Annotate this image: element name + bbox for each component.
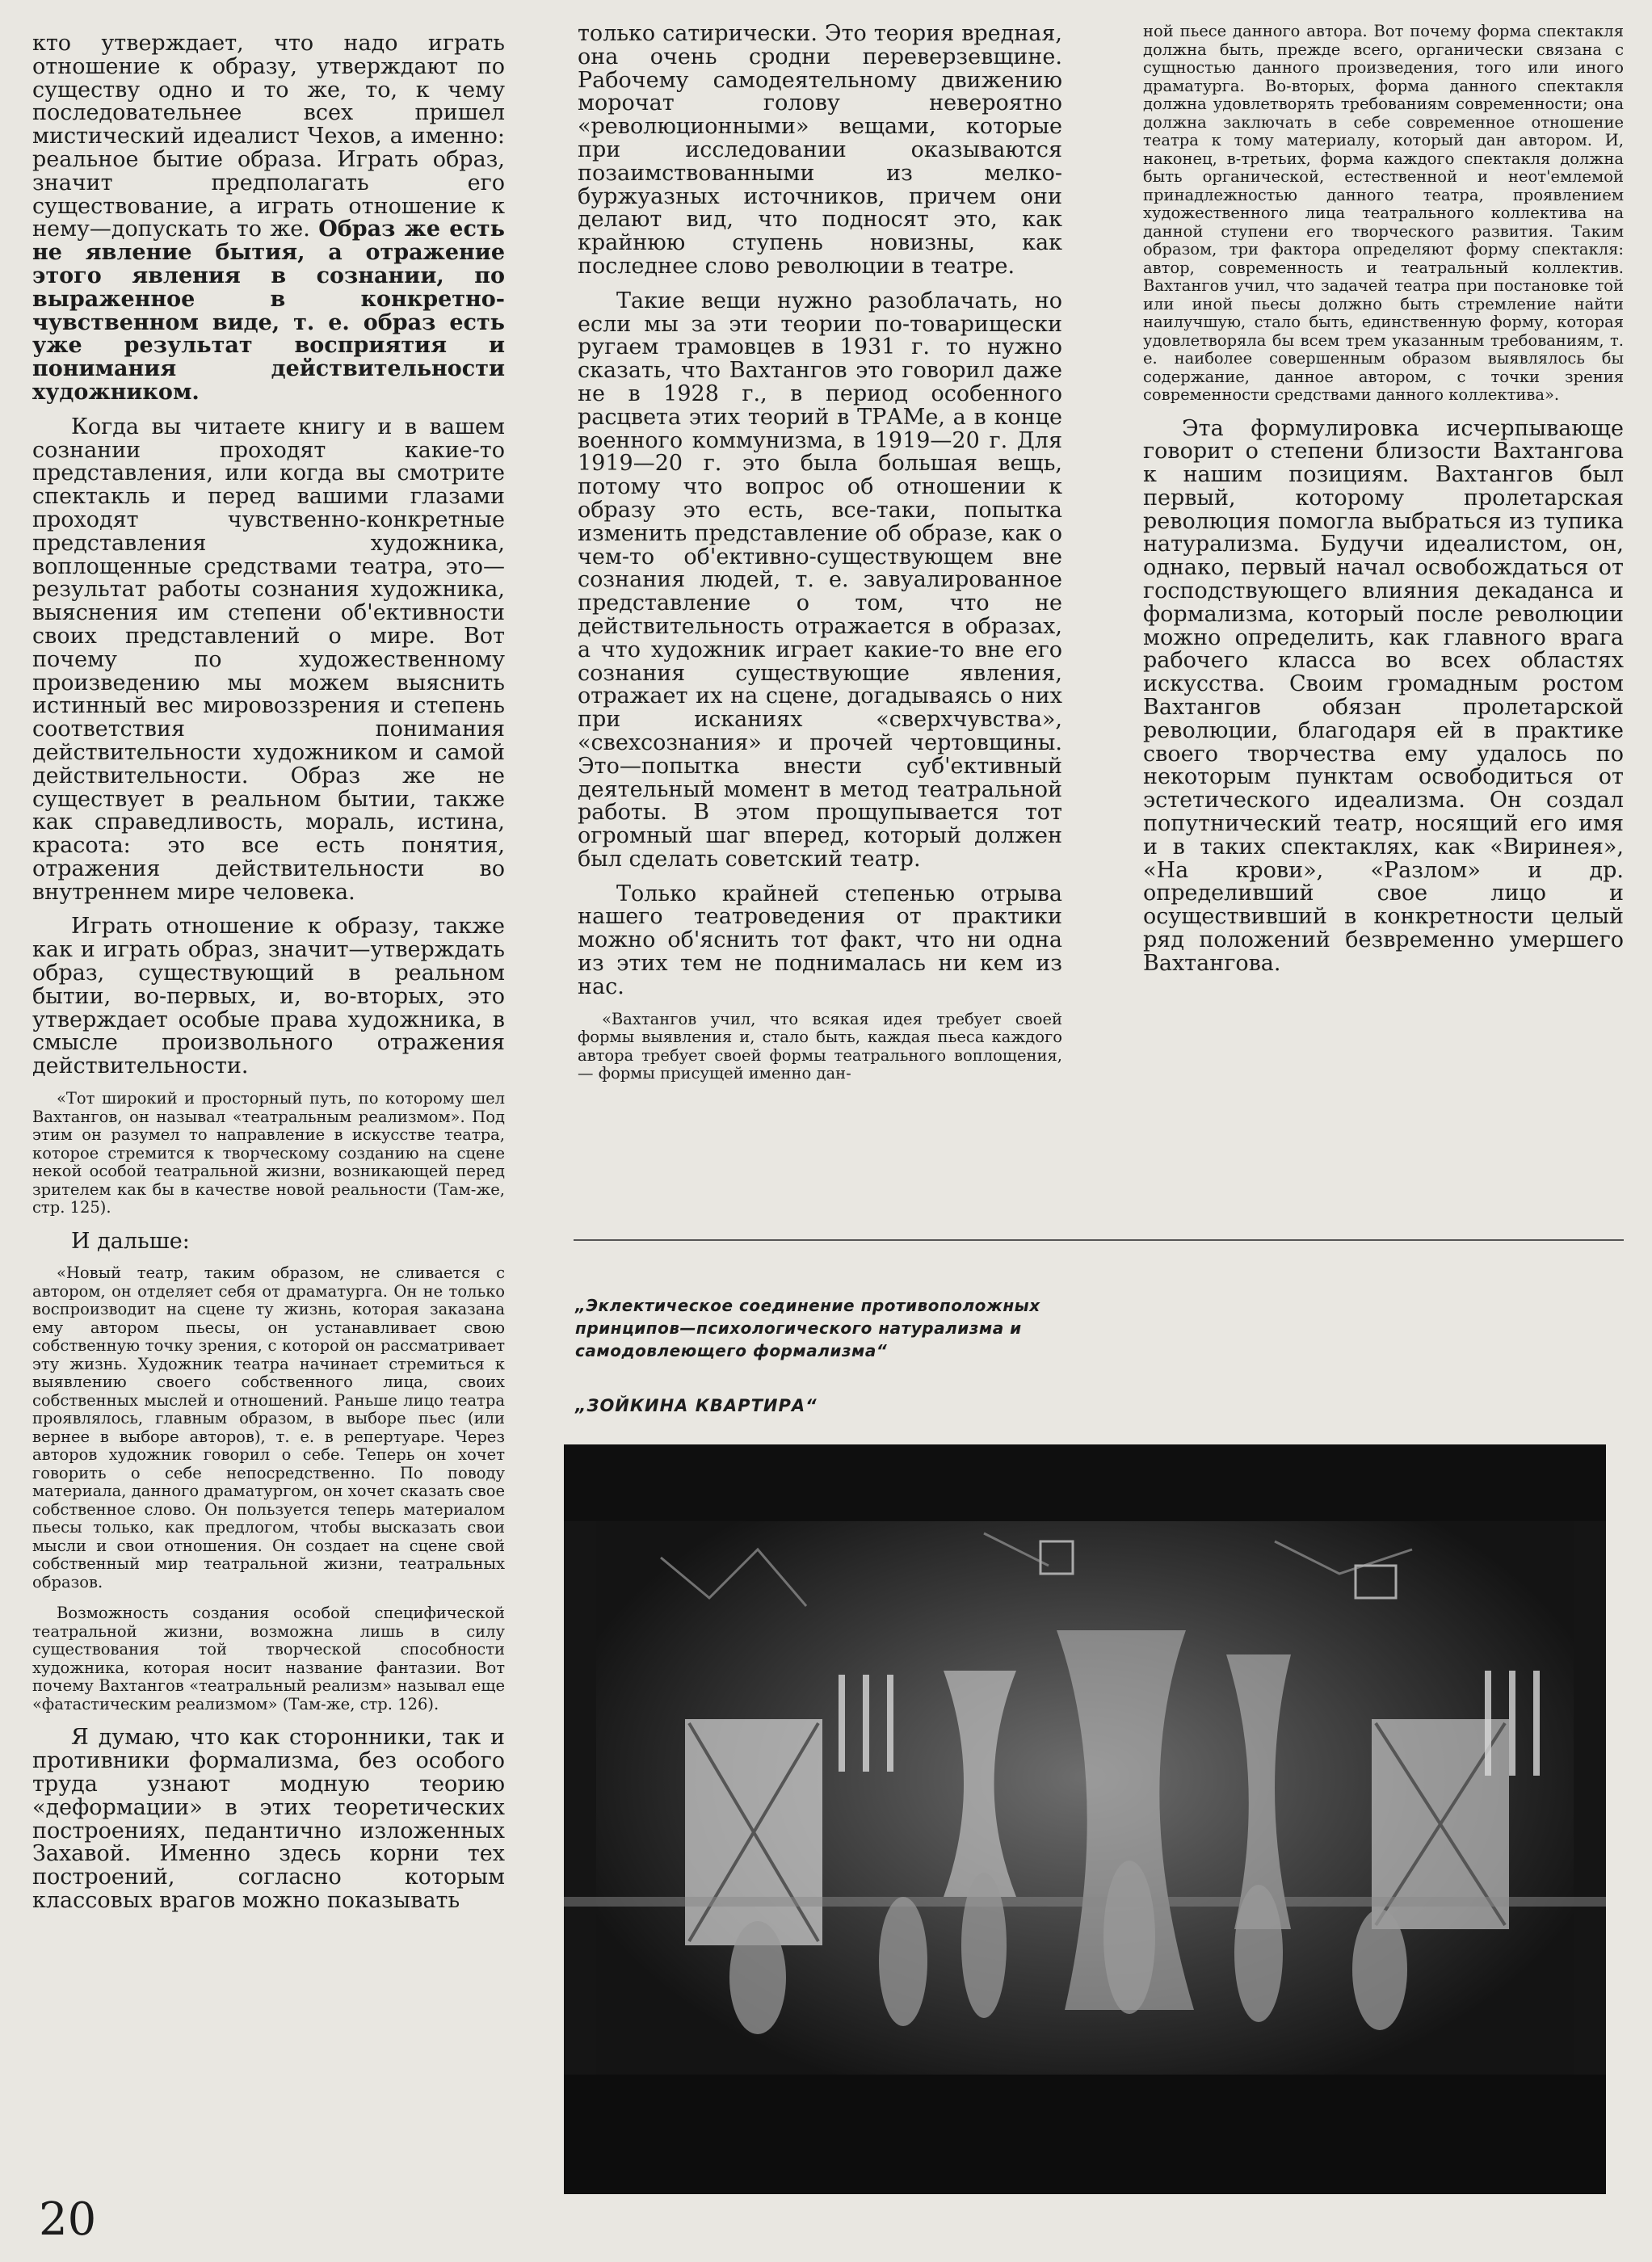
col2-paragraph-2: Такие вещи нужно разоблачать, но если мы за эти теории по-товарищески ругаем трамовцев в 1931 г. то нужно сказать, что Вахтангов это говорил даже не в 1928 г., в период особенного расцвета этих теорий в ТРАМе, а в конце военного коммунизма, в 1919—20 г. Для 1919—20 г. это была большая вещь, потому что вопрос об отношении к образу это есть, все-таки, попытка изменить представление об образе, как о чем-то об'ективно-существующем вне сознания людей, т. е. завуалированное представление о том, что не действительность отражается в образах, а что художник играет какие-то вне его сознания существующие явления, отражает их на сцене, догадываясь о них при исканиях «сверхчувства», «свехсознания» и прочей чертовщины. Это—попытка внести суб'ективный деятельный момент в метод театральной работы. В этом прощупывается тот огромный шаг вперед, который должен был сделать советский театр. xyxy=(578,288,1062,872)
col1-paragraph-1-text: кто утверждает, что надо играть отношение к образу, утверждают по существу одно и то же, то, к чему последовательнее всех пришел мистический идеалист Чехов, а именно: реальное бытие образа. Играть образ, значит предполагать его существование, а играть отношение к нему—допускать то же. xyxy=(32,32,505,242)
col1-quote-3: Возможность создания особой специфической театральной жизни, возможна лишь в силу существования той творческой способности художника, которая носит название фантазии. Вот почему Вахтангов «театральный реализм» называл еще «фатастическим реализмом» (Там-же, стр. 126). xyxy=(32,1604,505,1713)
column-left xyxy=(32,32,505,2181)
column-right xyxy=(1143,23,1624,1210)
col1-paragraph-2: Когда вы читаете книгу и в вашем сознании проходят какие-то представления, или когда вы смотрите спектакль и перед вашими глазами проходят чувственно-конкретные представления художника, воплощенные средствами театра, это—результат работы сознания художника, выяснения им степени об'ективности своих представлений о мире. Вот почему по художественному произведению мы можем выяснить истинный вес мировоззрения и степень соответствия понимания действительности художником и самой действительности. Образ же не существует в реальном бытии, также как справедливость, мораль, истина, красота: это все есть понятия, отражения действительности во внутреннем мире человека. xyxy=(32,414,505,905)
stage-photo xyxy=(564,1444,1606,2194)
col1-quote-2: «Новый театр, таким образом, не сливается с автором, он отделяет себя от драматурга. Он не только воспроизводит на сцене ту жизнь, которая заказана ему автором пьесы, он устанавливает свою собственную точку зрения, с которой он рассматривает эту жизнь. Художник театра начинает стремиться к выявлению своего собственного лица, своих собственных мыслей и отношений. Раньше лицо театра проявлялось, главным образом, в выборе пьес (или вернее в выборе авторов), т. е. в репертуаре. Через авторов художник говорил о себе. Теперь он хочет говорить о себе непосредственно. По поводу материала, данного драматургом, он хочет сказать свое собственное слово. Он пользуется теперь материалом пьесы только, как предлогом, чтобы высказать свои мысли и свои отношения. Он создает на сцене свой собственный мир театральной жизни, театральных образов. xyxy=(32,1263,505,1591)
col1-and-further: И дальше: xyxy=(71,1228,190,1254)
col1-paragraph-4: Я думаю, что как сторонники, так и противники формализма, без особого труда узнают модную теорию «деформации» в этих теоретических построениях, педантично изложенных Захавой. Именно здесь корни тех построений, согласно которым классовых врагов можно показывать xyxy=(32,1725,505,1913)
col1-paragraph-1 xyxy=(32,32,505,405)
col1-paragraph-1-bold: Образ же есть не явление бытия, а отражение этого явления в сознании, по выраженное в конкретно-чувственном виде, т. е. образ есть уже результат восприятия и понимания действительности художником. xyxy=(32,217,505,405)
col1-paragraph-3: Играть отношение к образу, также как и играть образ, значит—утверждать образ, существующий в реальном бытии, во-первых, и, во-вторых, это утверждает особые права художника, в смысле произвольного отражения действительности. xyxy=(32,914,505,1079)
page-number: 20 xyxy=(39,2193,97,2246)
photo-caption: „Эклектическое соединение противоположных принципов—психологического натурализма и самодовлеющего формализма“ xyxy=(575,1296,1040,1360)
section-divider xyxy=(574,1239,1624,1241)
col2-paragraph-3: Только крайней степенью отрыва нашего театроведения от практики можно об'яснить тот факт, что ни одна из этих тем не поднималась ни кем из нас. xyxy=(578,881,1062,999)
col3-quote: ной пьесе данного автора. Вот почему форма спектакля должна быть, прежде всего, органически связана с сущностью данного произведения, того или иного драматурга. Во-вторых, форма данного спектакля должна удовлетворять требованиям современности; она должна заключать в себе современное отношение театра к тому материалу, который дан автором. И, наконец, в-третьих, форма каждого спектакля должна быть органической, естественной и неот'емлемой принадлежностью данного театра, проявлением художественного лица театрального коллектива на данной ступени его творческого развития. Таким образом, три фактора определяют форму спектакля: автор, современность и театральный коллектив. Вахтангов учил, что задачей театра при постановке той или иной пьесы должно быть стремление найти наилучшую, стало быть, единственную форму, которая удовлетворяла бы всем трем указанным требованиям, т. е. наиболее совершенным образом выявлялось бы содержание, данное автором, с точки зрения современности средствами данного коллектива». xyxy=(1143,23,1624,404)
column-middle xyxy=(578,23,1062,1214)
col3-paragraph-1: Эта формулировка исчерпывающе говорит о степени близости Вахтангова к нашим позициям. Вахтангов был первый, которому пролетарская революция помогла выбраться из тупика натурализма. Будучи идеалистом, он, однако, первый начал освобождаться от господствующего влияния декаданса и формализма, который после революции можно определить, как главного врага рабочего класса во всех областях искусства. Своим громадным ростом Вахтангов обязан пролетарской революции, благодаря ей в практике своего творчества ему удалось по некоторым пунктам освободиться от эстетического идеализма. Он создал попутнический театр, носящий его имя и в таких спектаклях, как «Виринея», «На крови», «Разлом» и др. определивший свое лицо и осуществивший в конкретности целый ряд положений безвременно умершего Вахтангова. xyxy=(1143,415,1624,976)
stage-photo-image xyxy=(564,1444,1606,2194)
photo-title: „ЗОЙКИНА КВАРТИРА“ xyxy=(575,1396,818,1415)
col2-paragraph-1: только сатирически. Это теория вредная, она очень сродни переверзевщине. Рабочему самодеятельному движению морочат голову невероятно «революционными» вещами, которые при исследовании оказываются позаимствованными из мелко-буржуазных источников, причем они делают вид, что подносят это, как крайнюю ступень новизны, как последнее слово революции в театре. xyxy=(578,23,1062,279)
col1-quote-1: «Тот широкий и просторный путь, по которому шел Вахтангов, он называл «театральным реализмом». Под этим он разумел то направление в искусстве театра, которое стремится к творческому созданию на сцене некой особой театральной жизни, возникающей перед зрителем как бы в качестве новой реальности (Там-же, стр. 125). xyxy=(32,1089,505,1217)
col2-quote: «Вахтангов учил, что всякая идея требует своей формы выявления и, стало быть, каждая пьеса каждого автора требует своей формы театрального воплощения, — формы присущей именно дан- xyxy=(578,1009,1062,1083)
